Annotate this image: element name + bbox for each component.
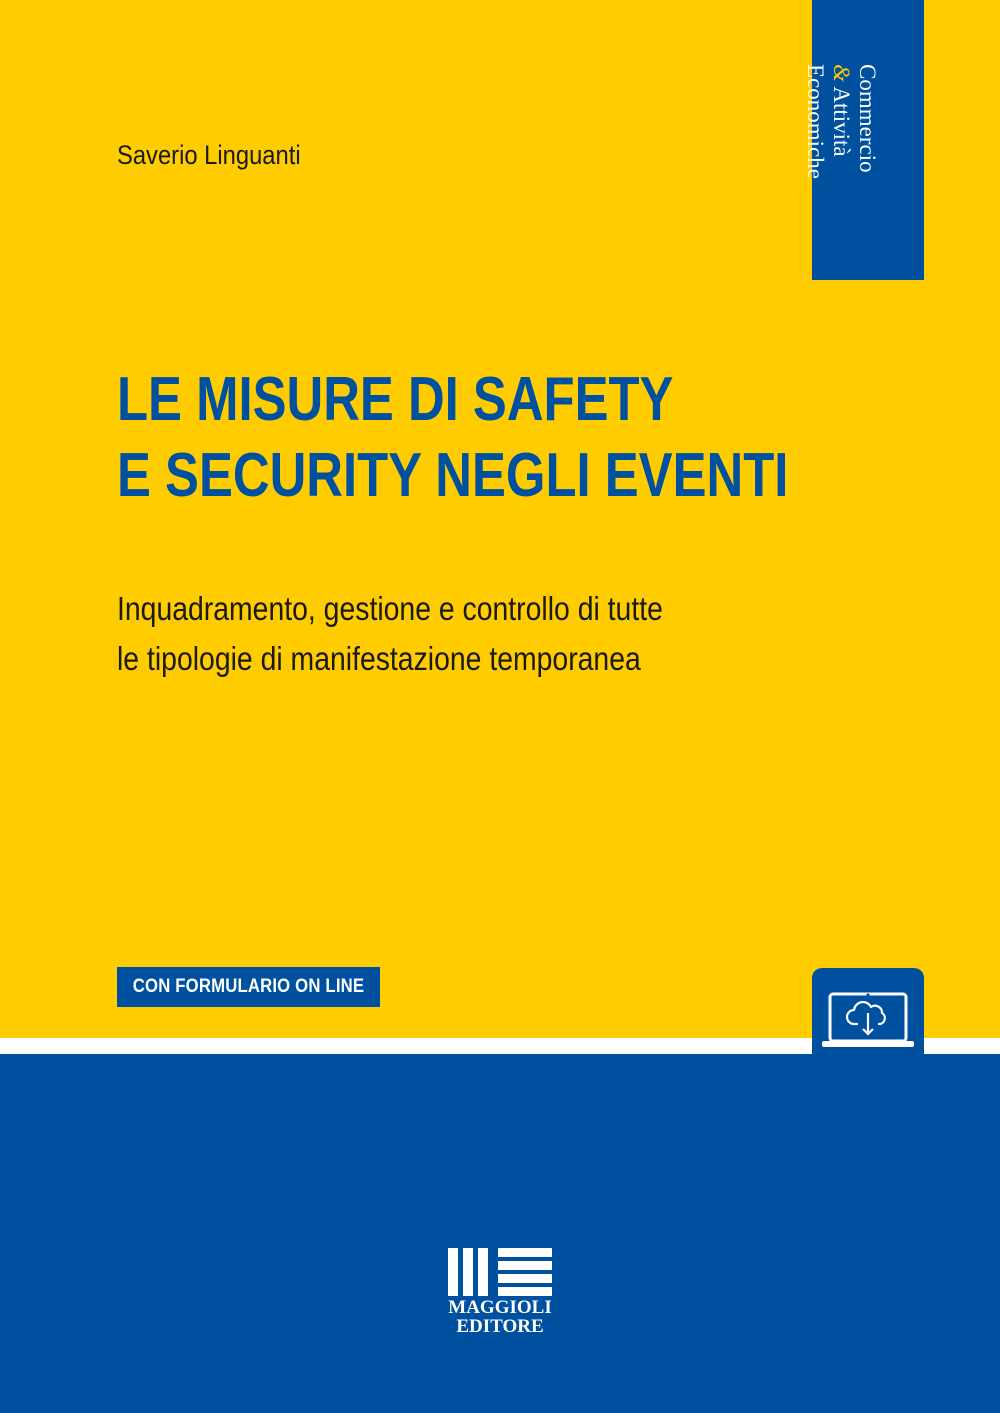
title-line-2: E SECURITY NEGLI EVENTI (117, 441, 789, 510)
badge-label: CON FORMULARIO ON LINE (132, 976, 365, 997)
online-resources-tab (812, 968, 924, 1054)
series-line-1: Commercio (855, 64, 880, 173)
series-ampersand: & (829, 64, 854, 82)
series-line-3: Economiche (803, 64, 828, 179)
publisher-line-2: EDITORE (456, 1316, 544, 1337)
cover-bottom-panel (0, 1054, 1000, 1413)
maggioli-logo-mark (448, 1248, 552, 1296)
online-forms-badge (117, 967, 380, 1007)
series-label (802, 64, 880, 179)
series-tab (803, 0, 924, 280)
laptop-cloud-download-icon (812, 968, 924, 1054)
book-title (117, 362, 822, 514)
publisher-logo (440, 1248, 560, 1338)
title-line-1: LE MISURE DI SAFETY (117, 365, 674, 434)
publisher-line-1: MAGGIOLI (448, 1297, 552, 1318)
publisher-name (440, 1298, 560, 1336)
series-line-2: Attività (829, 86, 854, 157)
book-subtitle (117, 584, 857, 684)
author-name: Saverio Linguanti (117, 140, 301, 170)
subtitle-line-1: Inquadramento, gestione e controllo di tutte (117, 590, 663, 627)
subtitle-line-2: le tipologie di manifestazione temporanea (117, 640, 641, 677)
